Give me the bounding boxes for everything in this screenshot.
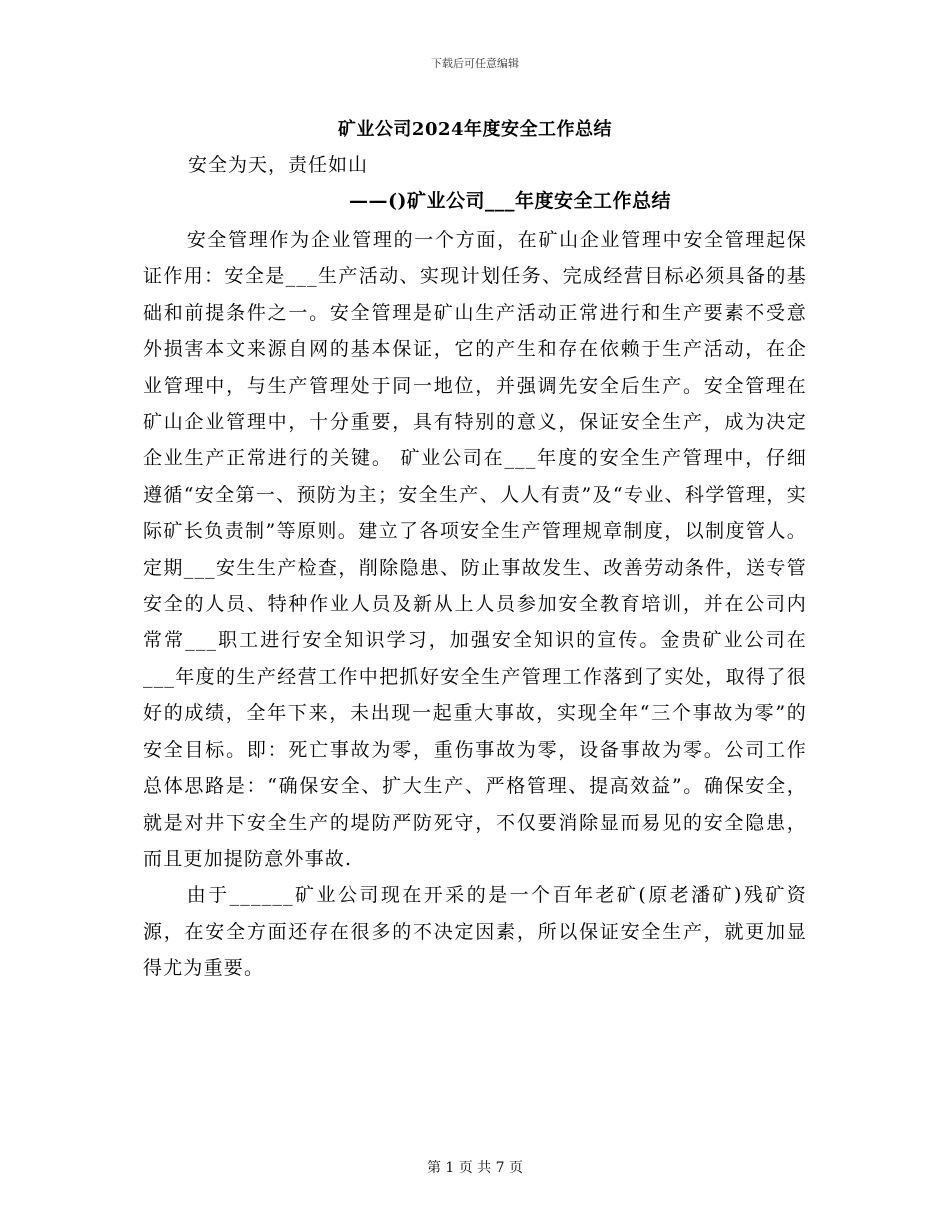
body-paragraph: 由于______矿业公司现在开采的是一个百年老矿(原老潘矿)残矿资源，在安全方面还存在很多的不决定因素，所以保证安全生产，就更加显得尤为重要。: [143, 884, 807, 980]
page-indicator: 第 1 页 共 7 页: [426, 1160, 524, 1176]
document-title: 矿业公司2024年度安全工作总结: [337, 119, 613, 140]
document-motto: 安全为天，责任如山: [188, 154, 369, 176]
document-body: [143, 222, 807, 987]
document-subtitle: ——()矿业公司___年度安全工作总结: [349, 190, 671, 212]
body-paragraph: 安全管理作为企业管理的一个方面，在矿山企业管理中安全管理起保证作用：安全是___生产活动、实现计划任务、完成经营目标必须具备的基础和前提条件之一。安全管理是矿山生产活动正常进行和生产要素不受意外损害本文来源自网的基本保证，它的产生和存在依赖于生产活动，在企业管理中，与生产管理处于同一地位，并强调先安全后生产。安全管理在矿山企业管理中，十分重要，具有特别的意义，保证安全生产，成为决定企业生产正常进行的关键。 矿业公司在___年度的安全生产管理中，仔细遵循“安全第一、预防为主；安全生产、人人有责”及“专业、科学管理，实际矿长负责制”等原则。建立了各项安全生产管理规章制度，以制度管人。定期___安生生产检查，削除隐患、防止事故发生、改善劳动条件，送专管安全的人员、特种作业人员及新从上人员参加安全教育培训，并在公司内常常___职工进行安全知识学习，加强安全知识的宣传。金贵矿业公司在___年度的生产经营工作中把抓好安全生产管理工作落到了实处，取得了很好的成绩，全年下来，未出现一起重大事故，实现全年“三个事故为零”的安全目标。即：死亡事故为零，重伤事故为零，设备事故为零。公司工作总体思路是：“确保安全、扩大生产、严格管理、提高效益”。确保安全，就是对井下安全生产的堤防严防死守，不仅要消除显而易见的安全隐患，而且更加提防意外事故.: [143, 229, 807, 870]
header-note: 下载后可任意编辑: [431, 57, 519, 70]
